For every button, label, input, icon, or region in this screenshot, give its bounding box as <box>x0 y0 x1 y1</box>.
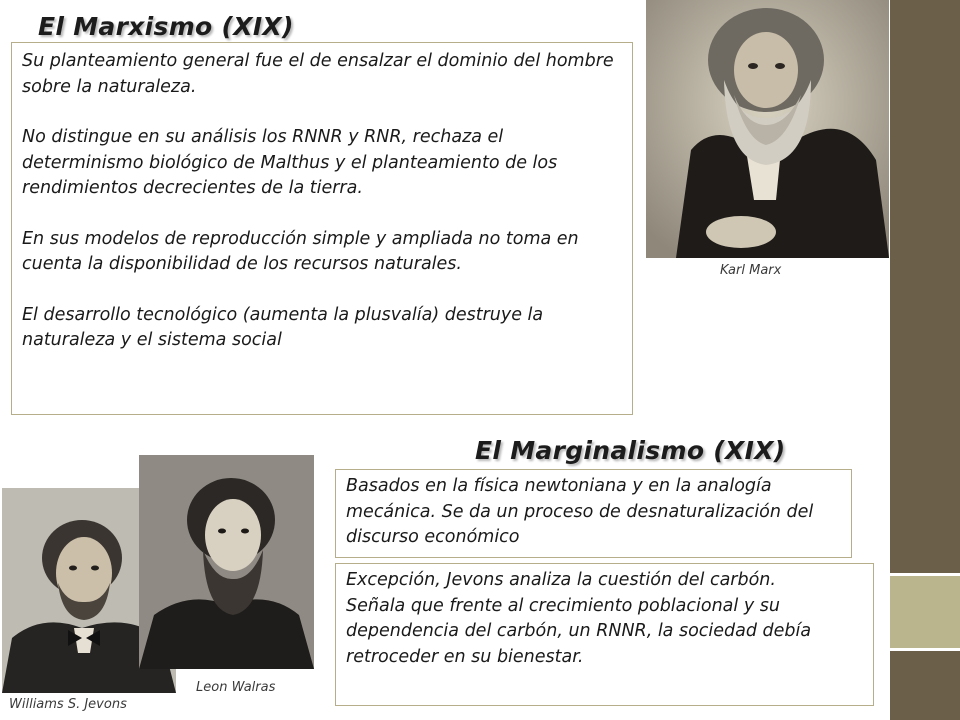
walras-photo <box>139 455 314 669</box>
marx-photo-caption: Karl Marx <box>720 263 782 278</box>
marginalism-box-jevons <box>335 563 874 706</box>
walras-photo-caption: Leon Walras <box>196 680 276 695</box>
jevons-exception-text: Excepción, Jevons analiza la cuestión del carbón. <box>346 570 776 590</box>
jevons-coal-text: Señala que frente al crecimiento poblacional y su dependencia del carbón, un RNNR, la sociedad debía retroceder en su bienestar. <box>346 595 812 667</box>
sidebar-divider <box>890 648 960 651</box>
marginalism-title: El Marginalismo (XIX) <box>475 436 786 465</box>
marxism-paragraph: No distingue en su análisis los RNNR y RNR, rechaza el determinismo biológico de Malthus y el planteamiento de los rendimientos decrecientes de la tierra. <box>22 127 558 198</box>
decorative-sidebar <box>890 0 960 720</box>
marxism-title: El Marxismo (XIX) <box>38 12 294 41</box>
marxism-text-box <box>11 42 633 415</box>
karl-marx-photo <box>646 0 889 258</box>
marginalism-box-physics <box>335 469 852 558</box>
marxism-paragraph: El desarrollo tecnológico (aumenta la plusvalía) destruye la naturaleza y el sistema social <box>22 304 544 350</box>
marginalism-box-text: Basados en la física newtoniana y en la analogía mecánica. Se da un proceso de desnaturalización del discurso económico <box>346 476 814 547</box>
marxism-paragraph: En sus modelos de reproducción simple y ampliada no toma en cuenta la disponibilidad de los recursos naturales. <box>22 228 579 274</box>
jevons-photo-caption: Williams S. Jevons <box>9 697 127 712</box>
marxism-paragraph: Su planteamiento general fue el de ensalzar el dominio del hombre sobre la naturaleza. <box>22 51 614 97</box>
sidebar-accent-band <box>890 576 960 648</box>
